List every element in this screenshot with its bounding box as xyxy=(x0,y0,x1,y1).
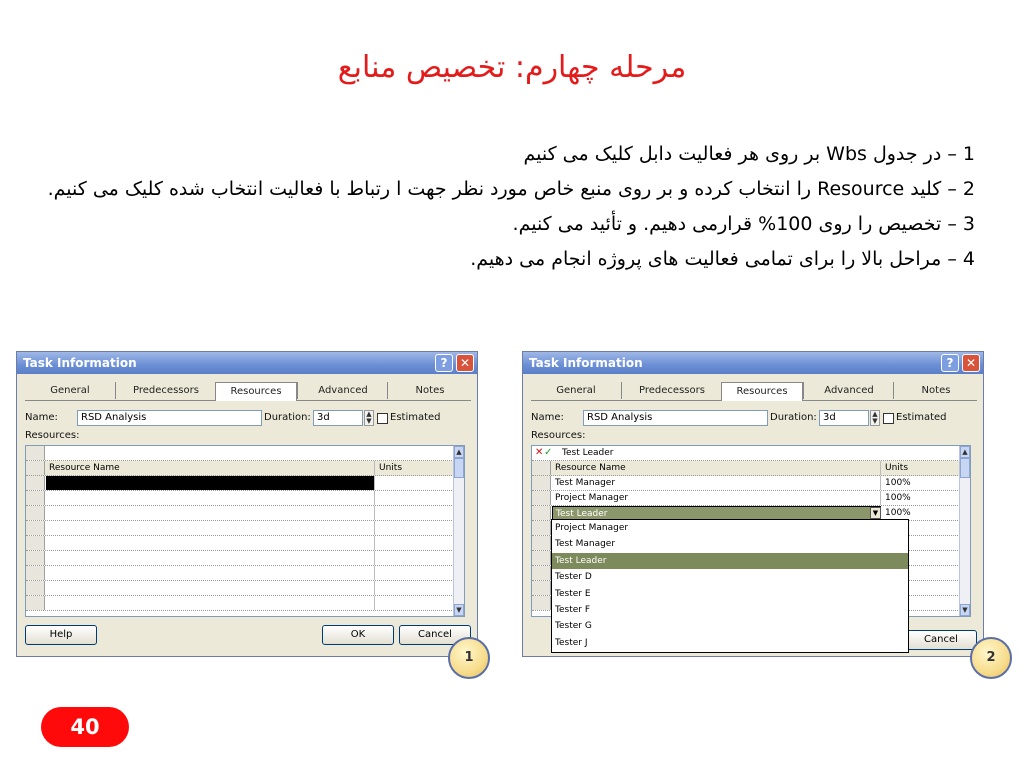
duration-field[interactable]: 3d xyxy=(313,410,363,426)
close-icon[interactable]: ✕ xyxy=(962,354,980,372)
units-cell[interactable]: 100% xyxy=(885,478,911,488)
tab-general[interactable]: General xyxy=(556,385,596,396)
duration-spinner-icon[interactable]: ▲ ▼ xyxy=(364,410,374,426)
table-row[interactable] xyxy=(26,566,456,581)
tab-advanced[interactable]: Advanced xyxy=(803,382,894,399)
tab-strip xyxy=(25,382,471,401)
row-header xyxy=(26,521,45,535)
name-cell[interactable] xyxy=(46,491,375,505)
row-header xyxy=(26,581,45,595)
resource-name-cell[interactable]: Project Manager xyxy=(552,491,881,505)
duration-field[interactable]: 3d xyxy=(819,410,869,426)
row-header xyxy=(532,461,551,475)
estimated-label: Estimated xyxy=(896,412,947,423)
row-header xyxy=(532,476,551,490)
resources-label: Resources: xyxy=(25,430,80,441)
scroll-thumb[interactable] xyxy=(454,458,464,478)
task-information-dialog-1 xyxy=(16,351,478,657)
dropdown-option[interactable]: Tester F xyxy=(555,604,590,615)
task-information-dialog-2 xyxy=(522,351,984,657)
tab-general[interactable]: General xyxy=(50,385,90,396)
scroll-up-icon[interactable]: ▲ xyxy=(454,446,464,458)
instruction-step-4: 4 – مراحل بالا را برای تمامی فعالیت های پروژه انجام می دهیم. xyxy=(470,248,975,270)
vertical-scrollbar[interactable] xyxy=(453,446,464,616)
estimated-checkbox[interactable] xyxy=(883,413,894,424)
dropdown-option[interactable]: Tester E xyxy=(555,588,591,599)
dropdown-option[interactable]: Tester G xyxy=(555,621,592,632)
column-header-resource-name[interactable]: Resource Name xyxy=(552,461,881,475)
page-number-badge: 40 xyxy=(41,707,129,747)
dropdown-option[interactable]: Tester D xyxy=(555,572,592,583)
name-cell[interactable] xyxy=(46,551,375,565)
grid-header-row xyxy=(532,461,962,476)
table-row[interactable] xyxy=(26,476,456,491)
edit-bar-value[interactable]: Test Leader xyxy=(562,448,614,458)
dropdown-option[interactable]: Tester J xyxy=(555,637,588,648)
cancel-button[interactable]: Cancel xyxy=(399,625,471,645)
units-cell[interactable]: 100% xyxy=(885,508,911,518)
row-header xyxy=(532,536,551,550)
name-cell[interactable] xyxy=(46,506,375,520)
step-badge-2: 2 xyxy=(970,637,1012,679)
name-cell[interactable] xyxy=(46,581,375,595)
row-header xyxy=(532,581,551,595)
row-header xyxy=(532,596,551,610)
table-row[interactable] xyxy=(532,491,962,506)
tab-predecessors[interactable]: Predecessors xyxy=(621,382,722,399)
grid-edit-row[interactable] xyxy=(532,446,962,461)
tab-predecessors[interactable]: Predecessors xyxy=(115,382,216,399)
row-header xyxy=(532,521,551,535)
row-header xyxy=(26,476,45,490)
row-header xyxy=(532,491,551,505)
units-cell[interactable] xyxy=(376,581,456,595)
table-row[interactable] xyxy=(26,491,456,506)
close-icon[interactable]: ✕ xyxy=(456,354,474,372)
row-header xyxy=(26,566,45,580)
units-cell[interactable]: 100% xyxy=(885,493,911,503)
estimated-label: Estimated xyxy=(390,412,441,423)
units-cell[interactable] xyxy=(376,596,456,610)
row-header xyxy=(532,566,551,580)
help-question-icon[interactable]: ? xyxy=(435,354,453,372)
selected-name-cell[interactable] xyxy=(46,476,375,490)
resource-grid xyxy=(25,445,465,617)
resource-name-combo[interactable]: Test Leader xyxy=(552,506,881,520)
dropdown-option-selected[interactable]: Test Leader xyxy=(552,553,908,569)
tab-notes[interactable]: Notes xyxy=(893,382,978,399)
scroll-up-icon[interactable]: ▲ xyxy=(960,446,970,458)
units-cell[interactable] xyxy=(376,551,456,565)
grid-edit-row[interactable] xyxy=(26,446,456,461)
tab-strip xyxy=(531,382,977,401)
row-header xyxy=(26,551,45,565)
row-header xyxy=(532,551,551,565)
column-header-units[interactable]: Units xyxy=(882,461,962,475)
dialog-title: Task Information xyxy=(23,356,137,370)
dialog-titlebar[interactable] xyxy=(17,352,477,374)
name-label: Name: xyxy=(25,412,58,423)
table-row[interactable] xyxy=(26,551,456,566)
name-cell[interactable] xyxy=(46,566,375,580)
dialog-titlebar[interactable] xyxy=(523,352,983,374)
help-question-icon[interactable]: ? xyxy=(941,354,959,372)
units-cell[interactable] xyxy=(376,506,456,520)
instruction-step-1: 1 – در جدول Wbs بر روی هر فعالیت دابل کلیک می کنیم xyxy=(523,143,975,165)
name-cell[interactable] xyxy=(46,596,375,610)
instruction-step-3: 3 – تخصیص را روی 100% قرارمی دهیم. و تأئید می کنیم. xyxy=(512,213,975,235)
resource-dropdown-list[interactable] xyxy=(551,519,909,653)
slide-title: مرحله چهارم: تخصیص منابع xyxy=(337,50,687,85)
grid-header-row xyxy=(26,461,456,476)
table-row[interactable] xyxy=(26,521,456,536)
table-row[interactable] xyxy=(26,581,456,596)
instruction-step-2: 2 – کلید Resource را انتخاب کرده و بر روی منبع خاص مورد نظر جهت ا رتباط با فعالیت انتخاب شده کلیک می کنیم. xyxy=(47,178,975,200)
units-cell[interactable] xyxy=(376,521,456,535)
row-header xyxy=(26,596,45,610)
duration-label: Duration: xyxy=(264,412,311,423)
scroll-thumb[interactable] xyxy=(960,458,970,478)
table-row[interactable] xyxy=(26,596,456,611)
help-button[interactable]: Help xyxy=(25,625,97,645)
dropdown-option[interactable]: Test Manager xyxy=(555,539,616,550)
tab-resources[interactable]: Resources xyxy=(215,382,297,401)
instruction-list xyxy=(40,140,975,280)
table-row[interactable] xyxy=(26,506,456,521)
ok-button[interactable]: OK xyxy=(322,625,394,645)
dropdown-option[interactable]: Project Manager xyxy=(555,523,629,533)
scroll-down-icon[interactable]: ▼ xyxy=(454,604,464,616)
accept-entry-check-icon[interactable]: ✓ xyxy=(544,447,553,458)
table-row[interactable] xyxy=(26,536,456,551)
resources-label: Resources: xyxy=(531,430,586,441)
scroll-down-icon[interactable]: ▼ xyxy=(960,604,970,616)
row-header xyxy=(26,461,45,475)
tab-advanced[interactable]: Advanced xyxy=(297,382,388,399)
dialog-title: Task Information xyxy=(529,356,643,370)
name-field[interactable]: RSD Analysis xyxy=(77,410,262,426)
column-header-resource-name[interactable]: Resource Name xyxy=(46,461,375,475)
name-cell[interactable] xyxy=(46,536,375,550)
name-label: Name: xyxy=(531,412,564,423)
name-field[interactable]: RSD Analysis xyxy=(583,410,768,426)
row-header xyxy=(26,536,45,550)
units-cell[interactable] xyxy=(376,491,456,505)
row-header xyxy=(26,491,45,505)
units-cell[interactable] xyxy=(376,566,456,580)
tab-resources[interactable]: Resources xyxy=(721,382,803,401)
row-header xyxy=(26,506,45,520)
cancel-entry-x-icon[interactable]: ✕ xyxy=(535,447,544,458)
units-cell[interactable] xyxy=(376,476,456,490)
tab-notes[interactable]: Notes xyxy=(387,382,472,399)
dropdown-arrow-icon[interactable]: ▼ xyxy=(870,507,881,519)
row-header xyxy=(26,446,45,460)
duration-spinner-icon[interactable]: ▲ ▼ xyxy=(870,410,880,426)
table-row[interactable] xyxy=(532,476,962,491)
estimated-checkbox[interactable] xyxy=(377,413,388,424)
column-header-units[interactable]: Units xyxy=(376,461,456,475)
resource-name-cell[interactable]: Test Manager xyxy=(552,476,881,490)
cancel-button[interactable]: Cancel xyxy=(905,630,977,650)
vertical-scrollbar[interactable] xyxy=(959,446,970,616)
step-badge-1: 1 xyxy=(448,637,490,679)
duration-label: Duration: xyxy=(770,412,817,423)
name-cell[interactable] xyxy=(46,521,375,535)
row-header xyxy=(532,506,551,520)
units-cell[interactable] xyxy=(376,536,456,550)
